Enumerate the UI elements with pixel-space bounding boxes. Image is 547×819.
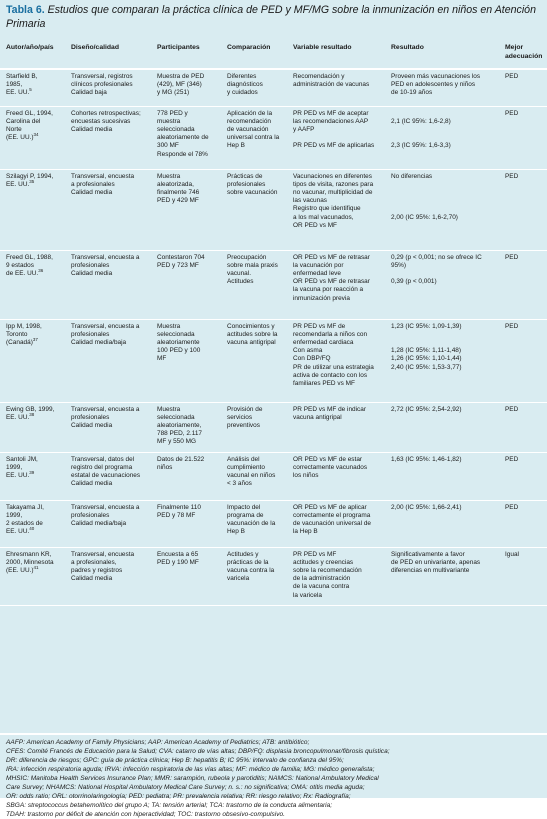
comparison-line: cumplimiento (227, 463, 265, 471)
cell-participants (151, 402, 221, 452)
participants-line: PED y 429 MF (157, 197, 199, 205)
design-line: Calidad media (71, 125, 113, 133)
result-line: 0,29 (p < 0,001; no se ofrece IC (391, 253, 482, 261)
footnote-line: OR: odds ratio; ORL: otorrinolaringología; PED: pediatra; PR: prevalencia relativa; RR: riesgo relativo; Rx: Radiografía; (6, 793, 351, 800)
variable-line: a los mal vacunados, (293, 213, 354, 221)
participants-line: 778 PED y (157, 109, 188, 117)
cell-variable (287, 169, 385, 250)
author-line: 2000, Minnesota (6, 558, 54, 566)
cell-variable (287, 452, 385, 500)
participants-line: 300 MF (157, 142, 179, 150)
cell-author (0, 500, 65, 547)
reference-number: 37 (32, 336, 38, 342)
cell-design (65, 69, 151, 106)
design-line: Transversal, registros (71, 73, 133, 80)
header-row (0, 40, 547, 69)
author-line: Toronto (6, 330, 28, 338)
author-line: Norte (6, 125, 22, 133)
cell-design (65, 106, 151, 169)
cell-variable (287, 547, 385, 605)
footnote-line: MHSIC: Manitoba Health Services Insurance Plan; MMR: sarampión, rubeola y parotiditis; NAMCS: National Ambulatory Medical (6, 775, 379, 782)
result-line: No diferencias (391, 172, 433, 180)
cell-best: PED (499, 250, 547, 319)
participants-line: 100 PED y 100 (157, 347, 201, 355)
comparison-line: vacuna antigripal (227, 338, 276, 346)
result-line: 1,23 (IC 95%: 1,09-1,39) (391, 322, 462, 330)
comparison-line: Impacto del (227, 503, 261, 511)
author-line: Ipp M, 1998, (6, 322, 42, 330)
result-line (391, 181, 496, 189)
cell-comparison (221, 106, 287, 169)
result-line: PED en adolescentes y niños (391, 81, 476, 89)
variable-line: correctamente el programa (293, 511, 371, 519)
comparison-line: Preocupación (227, 253, 267, 261)
variable-line: OR PED vs MF de estar (293, 455, 363, 463)
reference-number: 36 (38, 267, 44, 273)
participants-line: MF y 550 MG (157, 438, 196, 446)
variable-line: administración de vacunas (293, 81, 370, 89)
participants-line: y MG (251) (157, 89, 190, 97)
participants-line: Muestra (157, 405, 181, 413)
variable-line: y AAFP (293, 125, 315, 133)
comparison-line: Aplicación de la (227, 109, 273, 117)
design-line: Calidad media/baja (71, 338, 127, 346)
design-line: a profesionales, (71, 558, 117, 566)
design-line: Transversal, encuesta a (71, 322, 140, 330)
participants-line: Finalmente 110 (157, 503, 201, 511)
footnote-line: DR: diferencia de riesgos; GPC: guía de práctica clínica; Hep B: hepatitis B; IC 95%: intervalo de confianza del 95%; (6, 757, 344, 764)
cell-best: PED (499, 452, 547, 500)
cell-best: PED (499, 169, 547, 250)
variable-line: Con asma (293, 347, 323, 355)
comparison-line: sobre mala praxis (227, 261, 278, 269)
table-row (0, 500, 547, 547)
comparison-line: profesionales (227, 180, 266, 188)
cell-comparison (221, 547, 287, 605)
design-line: profesionales (71, 413, 110, 421)
author-line: Ehresmann KR, (6, 550, 52, 558)
variable-line: familiares PED vs MF (293, 379, 355, 387)
author-line: Starfield B, (6, 73, 38, 80)
table-row (0, 402, 547, 452)
design-line: Transversal, encuesta a (71, 503, 140, 511)
author-line: (EE. UU.)$^{41}$ (6, 564, 39, 574)
variable-line: PR PED vs MF de (293, 322, 346, 330)
reference-number: 35 (29, 178, 35, 184)
design-line: Calidad media (71, 421, 113, 429)
author-line: 1985, (6, 81, 23, 89)
variable-line: OR PED vs MF (293, 221, 337, 229)
participants-line: Muestra de PED (157, 73, 205, 80)
header-variable: Variable resultado (287, 40, 385, 69)
author-line: 9 estados (6, 261, 34, 269)
result-line: 1,28 (IC 95%: 1,11-1,48) (391, 347, 462, 355)
cell-result (385, 500, 499, 547)
comparison-line: vacunal. (227, 269, 251, 277)
cell-author (0, 319, 65, 402)
variable-line: OR PED vs MF de aplicar (293, 503, 367, 511)
result-line: diferencias en multivariante (391, 566, 470, 574)
cell-participants (151, 69, 221, 106)
design-line: Transversal, datos del (71, 455, 135, 463)
reference-number: 5 (29, 87, 32, 93)
cell-result (385, 250, 499, 319)
footnote-line: CFES: Comité Francés de Educación para la Salud; CVA: catarro de vías altas; DBP/FQ: displasia broncopulmonar/fibrosis quística; (6, 748, 390, 755)
cell-author (0, 106, 65, 169)
author-line: Santoli JM, (6, 455, 38, 463)
design-line: Transversal, encuesta a (71, 253, 140, 261)
participants-line: Contestaron 704 (157, 253, 205, 261)
author-line: EE. UU.$^{40}$ (6, 525, 35, 536)
comparison-line: Provisión de (227, 405, 263, 413)
result-line (391, 126, 496, 134)
variable-line: los niños (293, 471, 319, 479)
variable-line: inmunización previa (293, 294, 350, 302)
footnote-line: TDAH: trastorno por déficit de atención con hiperactividad; TOC: trastorno obsesivo-compulsivo. (6, 811, 285, 818)
footnote-line: SBGA: streptococcus betahemolítico del grupo A; TA: tensión arterial; TCA: trastorno de la conducta alimentaria; (6, 802, 333, 809)
table-caption (0, 0, 547, 40)
cell-author (0, 452, 65, 500)
design-line: Cohortes retrospectivas; (71, 109, 141, 117)
participants-line: PED y 723 MF (157, 261, 199, 269)
result-line: 2,1 (IC 95%: 1,6-2,8) (391, 117, 451, 125)
author-line: EE. UU.$^5$ (6, 87, 32, 97)
table-row (0, 547, 547, 605)
cell-design (65, 500, 151, 547)
variable-line: Con DBP/FQ (293, 355, 331, 363)
table-row (0, 250, 547, 319)
result-line (391, 110, 496, 118)
cell-variable (287, 402, 385, 452)
footnote-line: AAFP: American Academy of Family Physicians; AAP: American Academy of Pediatrics; ATB: antibiótico; (6, 739, 310, 746)
design-line: registro del programa (71, 463, 133, 471)
variable-line: las vacunas (293, 197, 327, 205)
cell-result (385, 106, 499, 169)
variable-line: enfermedad leve (293, 269, 341, 277)
cell-best: PED (499, 500, 547, 547)
participants-line: finalmente 746 (157, 188, 200, 196)
variable-line: Registro que identifique (293, 205, 361, 213)
reference-number: 40 (29, 525, 35, 531)
design-line: estatal de vacunaciones (71, 471, 141, 479)
participants-line: (429), MF (346) (157, 81, 202, 89)
result-line: 1,26 (IC 95%: 1,10-1,44) (391, 355, 462, 363)
cell-result (385, 319, 499, 402)
design-line: profesionales (71, 261, 110, 269)
comparison-line: sobre vacunación (227, 188, 278, 196)
comparison-line: universal contra la (227, 134, 280, 142)
variable-line: enfermedad cardiaca (293, 338, 354, 346)
cell-design (65, 547, 151, 605)
comparison-line: Conocimientos y (227, 322, 275, 330)
design-line: Calidad media (71, 269, 113, 277)
header-comparison: Comparación (221, 40, 287, 69)
reference-number: 38 (29, 411, 35, 417)
cell-participants (151, 452, 221, 500)
cell-result (385, 169, 499, 250)
design-line: profesionales (71, 330, 110, 338)
design-line: Transversal, encuesta (71, 550, 135, 558)
cell-participants (151, 106, 221, 169)
cell-participants (151, 547, 221, 605)
design-line: padres y registros (71, 566, 123, 574)
comparison-line: servicios (227, 413, 253, 421)
table-number: Tabla 6. (6, 4, 45, 16)
result-line: de 10-19 años (391, 89, 433, 97)
variable-line: la vacuna por reacción a (293, 286, 364, 294)
cell-design (65, 319, 151, 402)
table-row (0, 169, 547, 250)
participants-line: Responde el 78% (157, 150, 208, 158)
comparison-line: Actitudes y (227, 550, 259, 558)
result-line (391, 134, 496, 142)
cell-best: PED (499, 319, 547, 402)
table-body (0, 69, 547, 605)
variable-line: sobre la recomendación (293, 566, 362, 574)
variable-line: de la administración (293, 575, 351, 583)
variable-line: PR PED vs MF de aceptar (293, 109, 369, 117)
result-line: 95%) (391, 261, 407, 269)
result-line: 2,00 (IC 95%: 1,66-2,41) (391, 503, 462, 511)
cell-result (385, 452, 499, 500)
abbreviations-footnote (0, 735, 547, 818)
cell-participants (151, 169, 221, 250)
table-row (0, 106, 547, 169)
design-line: Transversal, encuesta a (71, 405, 140, 413)
design-line: Calidad baja (71, 89, 107, 97)
variable-line: actitudes y creencias (293, 558, 354, 566)
variable-line: las recomendaciones AAP (293, 117, 369, 125)
comparison-line: vacuna contra la (227, 566, 275, 574)
comparison-line: < 3 años (227, 480, 252, 488)
cell-comparison (221, 500, 287, 547)
variable-line: activa de contacto con los (293, 371, 368, 379)
comparison-line: Análisis del (227, 455, 260, 463)
result-line (391, 270, 496, 278)
cell-best: PED (499, 106, 547, 169)
cell-comparison (221, 169, 287, 250)
result-line: Significativamente a favor (391, 550, 465, 558)
cell-comparison (221, 319, 287, 402)
comparison-line: preventivos (227, 421, 260, 429)
variable-line: recomendarla a niños con (293, 330, 368, 338)
header-best: Mejor adecuación (499, 40, 547, 69)
cell-best: PED (499, 402, 547, 452)
participants-line: Datos de 21.522 (157, 455, 205, 463)
variable-line: PR PED vs MF de indicar (293, 405, 366, 413)
participants-line: aleatoriamente, (157, 421, 202, 429)
cell-variable (287, 319, 385, 402)
comparison-line: vacunación de la (227, 519, 276, 527)
result-line: 0,39 (p < 0,001) (391, 278, 437, 286)
result-line: 2,40 (IC 95%: 1,53-3,77) (391, 363, 462, 371)
cell-design (65, 169, 151, 250)
author-line: Ewing GB, 1999, (6, 405, 55, 413)
variable-line: tipos de visita, razones para (293, 180, 374, 188)
cell-design (65, 250, 151, 319)
variable-line: la vacunación por (293, 261, 344, 269)
result-line: 2,72 (IC 95%: 2,54-2,92) (391, 405, 462, 413)
cell-variable (287, 500, 385, 547)
design-line: a profesionales (71, 180, 115, 188)
variable-line: de vacunación universal de (293, 519, 372, 527)
author-line: 2 estados de (6, 519, 43, 527)
variable-line: PR PED vs MF de aplicarlas (293, 142, 375, 150)
cell-result (385, 547, 499, 605)
author-line: EE. UU.$^{38}$ (6, 411, 35, 421)
author-line: Carolina del (6, 117, 41, 125)
result-line (391, 339, 496, 347)
variable-line (293, 134, 382, 142)
design-line: Calidad media (71, 480, 113, 488)
cell-participants (151, 250, 221, 319)
table-title: Estudios que comparan la práctica clínica de PED y MF/MG sobre la inmunización en niños en Atención Primaria (6, 4, 536, 30)
table-row (0, 452, 547, 500)
cell-comparison (221, 452, 287, 500)
author-line: Freed GL, 1988, (6, 253, 53, 261)
comparison-line: Prácticas de (227, 172, 263, 180)
cell-best: PED (499, 69, 547, 106)
participants-line: PED y 78 MF (157, 511, 196, 519)
cell-design (65, 402, 151, 452)
cell-participants (151, 319, 221, 402)
studies-table (0, 40, 547, 606)
cell-participants (151, 500, 221, 547)
comparison-line: de vacunación (227, 125, 269, 133)
participants-line: seleccionada (157, 330, 195, 338)
comparison-line: Actitudes (227, 278, 254, 286)
result-line (391, 331, 496, 339)
author-line: EE. UU.$^{39}$ (6, 469, 35, 479)
table-container (0, 40, 547, 735)
cell-author (0, 69, 65, 106)
participants-line: seleccionada (157, 413, 195, 421)
cell-variable (287, 250, 385, 319)
variable-line: PR de utilizar una estrategia (293, 363, 374, 371)
participants-line: seleccionada (157, 125, 195, 133)
cell-comparison (221, 250, 287, 319)
comparison-line: varicela (227, 575, 250, 583)
result-line: Proveen más vacunaciones los (391, 73, 481, 80)
author-line: Freed GL, 1994, (6, 109, 53, 117)
cell-design (65, 452, 151, 500)
participants-line: MF (157, 355, 167, 363)
result-line (391, 197, 496, 205)
header-result: Resultado (385, 40, 499, 69)
author-line: 1999, (6, 463, 23, 471)
variable-line: OR PED vs MF de retrasar (293, 253, 370, 261)
cell-result (385, 402, 499, 452)
comparison-line: Diferentes (227, 73, 257, 80)
author-line: (Canadá)$^{37}$ (6, 336, 38, 346)
participants-line: Muestra (157, 322, 181, 330)
cell-comparison (221, 402, 287, 452)
comparison-line: vacunal en niños (227, 471, 276, 479)
header-author: Autor/año/país (0, 40, 65, 69)
author-line: de EE. UU.$^{36}$ (6, 267, 44, 277)
design-line: encuestas sucesivas (71, 117, 131, 125)
result-line: 2,00 (IC 95%: 1,6-2,70) (391, 213, 458, 221)
header-participants: Participantes (151, 40, 221, 69)
comparison-line: programa de (227, 511, 264, 519)
cell-comparison (221, 69, 287, 106)
participants-line: niños (157, 463, 173, 471)
design-line: Transversal, encuesta (71, 172, 135, 180)
cell-variable (287, 106, 385, 169)
design-line: profesionales (71, 511, 110, 519)
variable-line: Recomendación y (293, 73, 345, 80)
author-line: (EE. UU.)$^{34}$ (6, 131, 39, 142)
comparison-line: actitudes sobre la (227, 330, 278, 338)
participants-line: aleatorizada, (157, 180, 194, 188)
participants-line: Muestra (157, 172, 181, 180)
participants-line: aleatoriamente (157, 338, 200, 346)
design-line: clínicos profesionales (71, 81, 133, 89)
result-line (391, 205, 496, 213)
cell-variable (287, 69, 385, 106)
reference-number: 41 (33, 564, 39, 570)
participants-line: aleatoriamente de (157, 134, 209, 142)
table-row (0, 69, 547, 106)
variable-line: la varicela (293, 591, 322, 599)
comparison-line: recomendación (227, 117, 272, 125)
author-line: 1999, (6, 511, 23, 519)
participants-line: PED y 190 MF (157, 558, 199, 566)
result-line (391, 189, 496, 197)
design-line: Calidad media (71, 575, 113, 583)
variable-line: PR PED vs MF (293, 550, 337, 558)
design-line: Calidad media (71, 188, 113, 196)
author-line: Szilagyi P, 1994, (6, 172, 54, 180)
table-row (0, 319, 547, 402)
comparison-line: prácticas de la (227, 558, 269, 566)
variable-line: OR PED vs MF de retrasar (293, 278, 370, 286)
variable-line: correctamente vacunados (293, 463, 368, 471)
result-line: 2,3 (IC 95%: 1,6-3,3) (391, 142, 451, 150)
header-design: Diseño/calidad (65, 40, 151, 69)
cell-author (0, 169, 65, 250)
footnote-line: Care Survey; NHAMCS: National Hospital Ambulatory Medical Care Survey; n. s.: no significativa; OMA: otitis media aguda; (6, 784, 365, 791)
participants-line: Encuesta a 65 (157, 550, 199, 558)
result-line: de PED en univariante, apenas (391, 558, 481, 566)
design-line: Calidad media/baja (71, 519, 127, 527)
comparison-line: y cuidados (227, 89, 258, 97)
cell-best: Igual (499, 547, 547, 605)
participants-line: muestra (157, 117, 181, 125)
comparison-line: Hep B (227, 528, 245, 536)
comparison-line: Hep B (227, 142, 245, 150)
cell-author (0, 250, 65, 319)
variable-line: Vacunaciones en diferentes (293, 172, 372, 180)
participants-line: 788 PED, 2.117 (157, 430, 202, 438)
footnote-line: IRA: infección respiratoria aguda; IRVA: infección respiratoria de las vías altas; MF: médico de familia; MG: médico generalista; (6, 766, 375, 773)
reference-number: 39 (29, 469, 35, 475)
author-line: EE. UU.$^{35}$ (6, 178, 35, 188)
author-line: Takayama JI, (6, 503, 44, 511)
variable-line: la Hep B (293, 528, 318, 536)
result-line: 1,63 (IC 95%: 1,46-1,82) (391, 455, 462, 463)
cell-result (385, 69, 499, 106)
variable-line: vacuna antigripal (293, 413, 342, 421)
cell-author (0, 402, 65, 452)
reference-number: 34 (33, 131, 39, 137)
comparison-line: diagnósticos (227, 81, 263, 89)
variable-line: de la vacuna contra (293, 583, 350, 591)
variable-line: no vacunar, multiplicidad de (293, 188, 373, 196)
cell-author (0, 547, 65, 605)
